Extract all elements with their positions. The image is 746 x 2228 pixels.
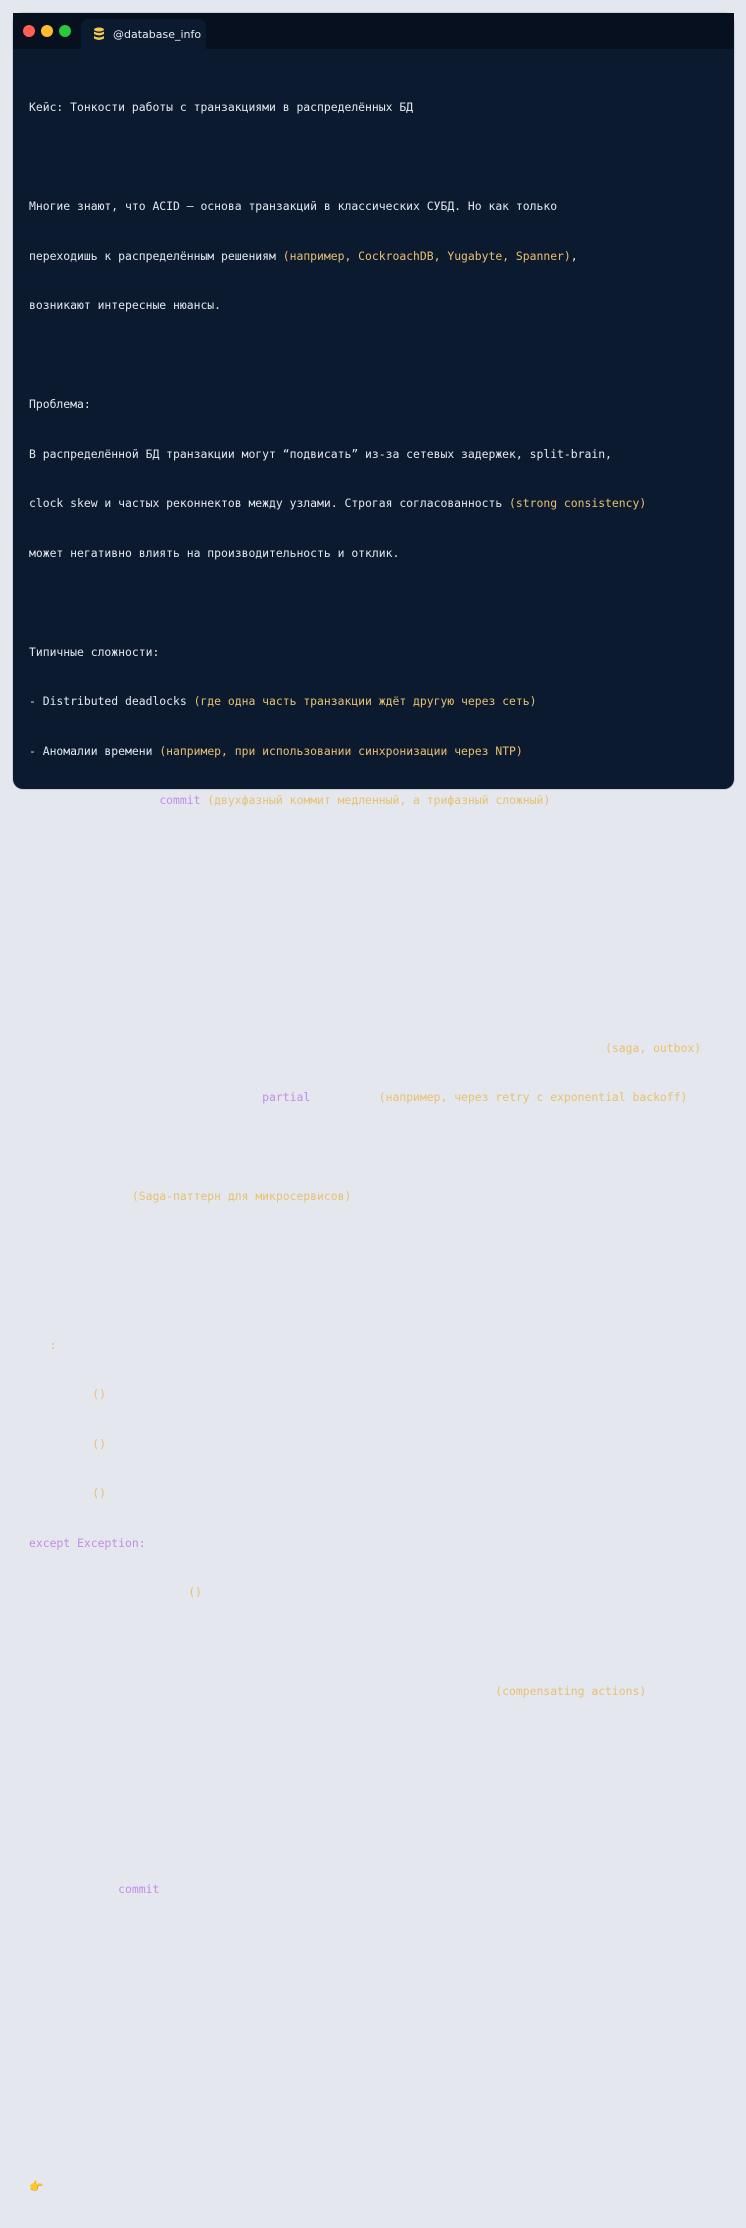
problem-line-3: может негативно влиять на производительность и отклик. (29, 545, 400, 560)
footer-handle[interactable] (29, 2178, 726, 2195)
code-except: except Exception: (29, 1535, 146, 1550)
best-practice-item: - Следи за timeouts и обрабатывай partial failures (например, через retry с exponential backoff) (29, 1090, 688, 1104)
code-try: try: (29, 1337, 57, 1352)
problem-line-2: clock skew и частых реконнектов между узлами. Строгая согласованность (strong consistency) (29, 496, 647, 510)
post-title: Кейс: Тонкости работы с транзакциями в распределённых БД (29, 100, 414, 114)
maximize-window-button[interactable] (59, 25, 71, 37)
typical-item: - Аномалии времени (например, при использовании синхронизации через NTP) (29, 743, 523, 758)
best-practices-heading: Best practices: (29, 892, 132, 906)
pointing-hand-icon: 👉 (29, 2179, 44, 2193)
code-step: step2() (58, 1436, 107, 1451)
conclusion-line-1: В распределённых БД транзакции требуют пересмотра архитектуры. Не полагайся только на (29, 1832, 612, 1847)
question-line: А с какими граблями в распределённых транзакциях сталкивался ты? (29, 1981, 468, 1995)
best-practice-item: - Используй idempotent-операции, чтобы безопасно повторять неудачные транзакции (29, 991, 571, 1005)
code-comment: # Пример на псевдокоде (29, 1288, 180, 1302)
problem-heading: Проблема: (29, 397, 91, 411)
post-content (29, 66, 726, 2228)
intro-line-3: возникают интересные нюансы. (29, 298, 222, 312)
minimize-window-button[interactable] (41, 25, 53, 37)
close-window-button[interactable] (23, 25, 35, 37)
footer-handle-text: @database_info (43, 2179, 146, 2193)
best-practice-item: - Минимизируй объём данных внутри одной транзакции (29, 941, 372, 956)
best-practice-item: - Если возможно, проектируй систему под eventual consistency и асинхронные паттерны (saga, outbox) (29, 1040, 702, 1055)
database-icon (93, 27, 105, 41)
typical-item: - Цена глобального commit (двухфазный коммит медленный, а трифазный сложный) (29, 793, 551, 807)
intro-line-1: Многие знают, что ACID — основа транзакций в классических СУБД. Но как только (29, 199, 558, 213)
intro-line-2: переходишь к распределённым решениям (например, CockroachDB, Yugabyte, Spanner), (29, 248, 578, 263)
code-example-heading: Кодовый пример (Saga-паттерн для микросервисов): (29, 1189, 359, 1203)
code-step: step1() (58, 1387, 107, 1401)
saga-line: Saga разбивает большой бизнес-процесс на независимые шаги с откатом (compensating actions). (29, 1684, 654, 1698)
conclusion-line-2: “магический” commit — строй систему с учётом ошибок и задержек. (29, 1882, 462, 1896)
tab-label: @database_info (113, 27, 202, 41)
typical-heading: Типичные сложности: (29, 644, 160, 659)
title-bar (13, 13, 734, 49)
problem-line-1: В распределённой БД транзакции могут “подвисать” из-за сетевых задержек, split-brain, (29, 446, 612, 461)
tab-database-info[interactable] (81, 19, 206, 49)
conclusion-heading: Вывод: (29, 1783, 71, 1797)
hashtag-db[interactable]: #db (29, 2080, 50, 2094)
code-compensate: compensating_action() (58, 1585, 203, 1599)
code-step: step3() (58, 1486, 107, 1500)
code-window (13, 13, 734, 2193)
typical-item: - Distributed deadlocks (где одна часть транзакции ждёт другую через сеть) (29, 694, 537, 708)
